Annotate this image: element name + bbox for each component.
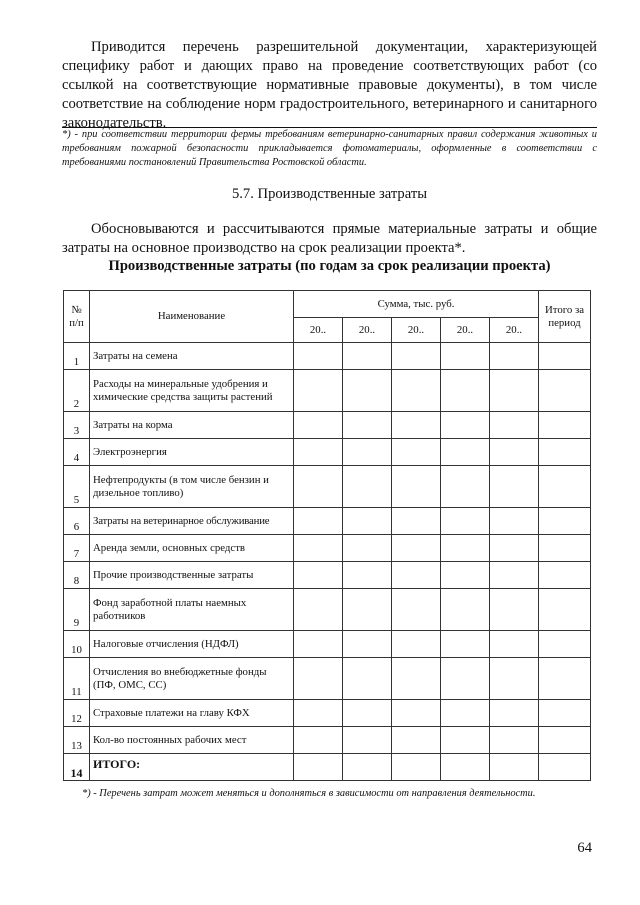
row-name: Затраты на ветеринарное обслуживание [90,508,294,535]
value-cell [343,700,392,727]
costs-table [63,290,591,781]
page-number: 64 [577,840,592,856]
row-number: 14 [64,754,90,781]
table-title: Производственные затраты (по годам за срок реализации проекта) [108,258,551,274]
value-cell [343,535,392,562]
col-header-number: № п/п [64,291,90,343]
value-cell [441,508,490,535]
row-number: 13 [64,727,90,754]
total-cell [539,754,591,781]
table-row [64,343,591,370]
total-cell [539,343,591,370]
total-cell [539,535,591,562]
col-header-name: Наименование [90,291,294,343]
value-cell [441,466,490,508]
row-number: 6 [64,508,90,535]
value-cell [490,535,539,562]
total-cell [539,466,591,508]
value-cell [392,727,441,754]
year-header: 20.. [490,318,539,343]
value-cell [490,562,539,589]
year-header: 20.. [441,318,490,343]
total-cell [539,727,591,754]
total-cell [539,412,591,439]
row-number: 5 [64,466,90,508]
col-header-total: Итого за период [539,291,591,343]
value-cell [343,466,392,508]
row-number: 8 [64,562,90,589]
value-cell [294,466,343,508]
row-name: Страховые платежи на главу КФХ [90,700,294,727]
value-cell [490,754,539,781]
value-cell [392,658,441,700]
value-cell [343,439,392,466]
value-cell [441,727,490,754]
value-cell [294,700,343,727]
value-cell [343,589,392,631]
row-number: 2 [64,370,90,412]
total-cell [539,658,591,700]
row-name: Электроэнергия [90,439,294,466]
value-cell [294,631,343,658]
value-cell [392,535,441,562]
row-number: 10 [64,631,90,658]
row-name: Нефтепродукты (в том числе бензин и дизельное топливо) [90,466,294,508]
value-cell [392,754,441,781]
table-row [64,370,591,412]
value-cell [294,535,343,562]
value-cell [490,370,539,412]
value-cell [441,658,490,700]
value-cell [490,412,539,439]
year-header: 20.. [392,318,441,343]
value-cell [392,439,441,466]
value-cell [392,466,441,508]
row-name: Аренда земли, основных средств [90,535,294,562]
row-name: Затраты на корма [90,412,294,439]
value-cell [392,508,441,535]
value-cell [490,727,539,754]
value-cell [343,343,392,370]
value-cell [343,562,392,589]
value-cell [490,466,539,508]
value-cell [441,562,490,589]
table-row [64,727,591,754]
value-cell [490,589,539,631]
table-row [64,700,591,727]
footnote-bottom: *) - Перечень затрат может меняться и дополняться в зависимости от направления деятельности. [82,788,536,799]
value-cell [441,589,490,631]
value-cell [392,589,441,631]
value-cell [343,727,392,754]
value-cell [294,343,343,370]
value-cell [441,412,490,439]
value-cell [294,727,343,754]
row-number: 9 [64,589,90,631]
value-cell [343,754,392,781]
row-name: Отчисления во внебюджетные фонды (ПФ, ОМС, СС) [90,658,294,700]
table-row [64,589,591,631]
total-cell [539,439,591,466]
value-cell [392,562,441,589]
value-cell [441,700,490,727]
table-row [64,508,591,535]
value-cell [343,631,392,658]
value-cell [343,658,392,700]
value-cell [294,439,343,466]
total-cell [539,700,591,727]
value-cell [392,412,441,439]
value-cell [392,343,441,370]
value-cell [490,631,539,658]
row-name: Прочие производственные затраты [90,562,294,589]
value-cell [294,658,343,700]
value-cell [490,343,539,370]
total-cell [539,631,591,658]
value-cell [392,631,441,658]
year-header: 20.. [343,318,392,343]
value-cell [441,535,490,562]
row-number: 7 [64,535,90,562]
table-row [64,562,591,589]
total-cell [539,370,591,412]
row-number: 4 [64,439,90,466]
row-name: Затраты на семена [90,343,294,370]
year-header: 20.. [294,318,343,343]
row-number: 1 [64,343,90,370]
value-cell [490,700,539,727]
table-row-total [64,754,591,781]
row-number: 11 [64,658,90,700]
value-cell [294,589,343,631]
value-cell [441,343,490,370]
value-cell [441,631,490,658]
value-cell [392,370,441,412]
value-cell [294,754,343,781]
row-name: Расходы на минеральные удобрения и химические средства защиты растений [90,370,294,412]
row-name: ИТОГО: [90,754,294,781]
value-cell [294,562,343,589]
row-name: Фонд заработной платы наемных работников [90,589,294,631]
value-cell [490,439,539,466]
total-cell [539,508,591,535]
value-cell [343,508,392,535]
table-row [64,631,591,658]
section-paragraph: Обосновываются и рассчитываются прямые материальные затраты и общие затраты на основное производство на срок реализации проекта*. [62,221,597,256]
row-name: Кол-во постоянных рабочих мест [90,727,294,754]
row-name: Налоговые отчисления (НДФЛ) [90,631,294,658]
value-cell [441,754,490,781]
value-cell [441,370,490,412]
section-heading: 5.7. Производственные затраты [231,186,428,202]
value-cell [294,370,343,412]
footnote-top: *) - при соответствии территории фермы требованиям ветеринарно-санитарных правил содержания животных и требованиям пожарной безопасности прикладывается фотоматериалы, оформленные в соответствии с требованиями постановлений Правительства Ростовской области. [62,129,597,168]
total-cell [539,562,591,589]
value-cell [343,412,392,439]
value-cell [490,508,539,535]
row-number: 3 [64,412,90,439]
row-number: 12 [64,700,90,727]
col-header-sum: Сумма, тыс. руб. [294,291,539,318]
value-cell [294,412,343,439]
value-cell [343,370,392,412]
intro-paragraph: Приводится перечень разрешительной документации, характеризующей специфику работ и дающих право на проведение соответствующих работ (со ссылкой на соответствующие нормативные правовые документы), в том числе соответствие на соблюдение норм градостроительного, ветеринарного и санитарного законодательств. [62,39,597,131]
table-row [64,412,591,439]
value-cell [392,700,441,727]
value-cell [294,508,343,535]
value-cell [490,658,539,700]
table-row [64,535,591,562]
table-row [64,439,591,466]
total-cell [539,589,591,631]
value-cell [441,439,490,466]
table-row [64,466,591,508]
table-row [64,658,591,700]
